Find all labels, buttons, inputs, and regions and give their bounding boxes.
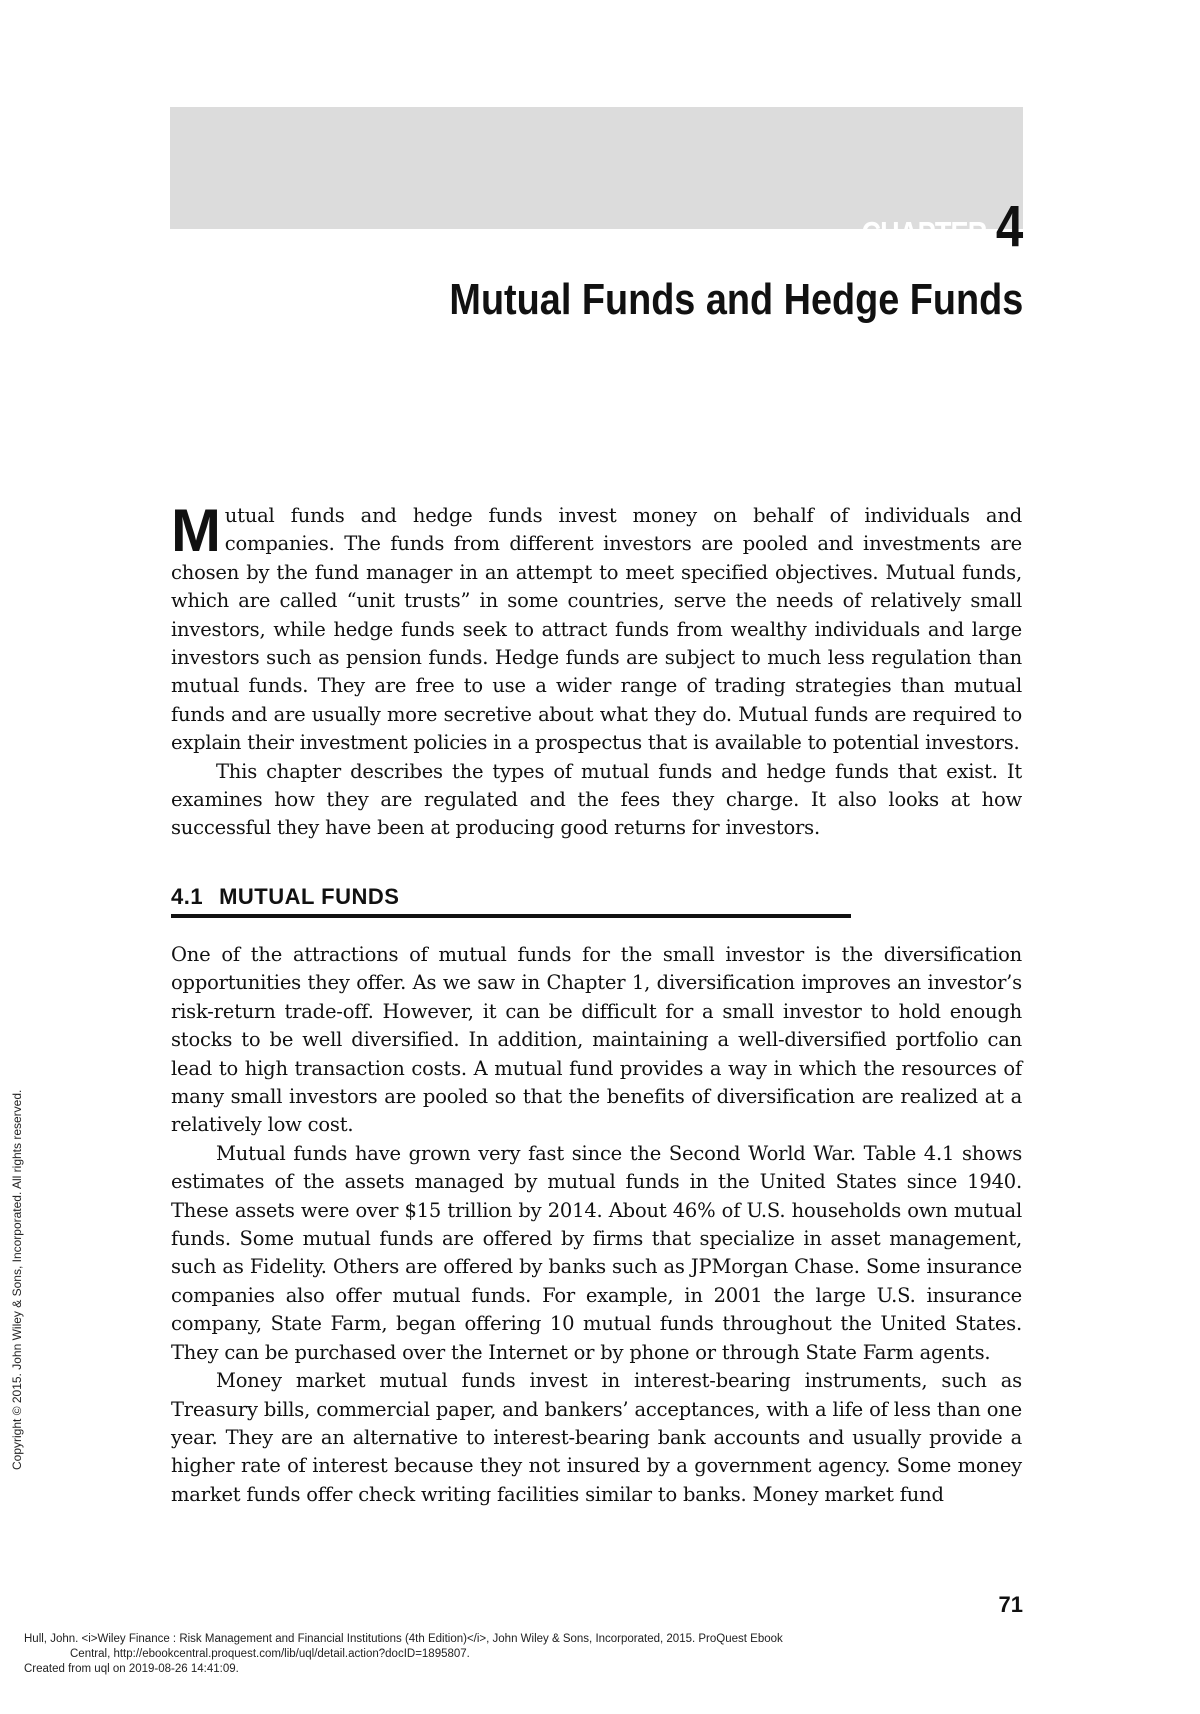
section-title: MUTUAL FUNDS	[219, 884, 400, 909]
section-paragraph-3: Money market mutual funds invest in interest-bearing instruments, such as Treasury bills, commercial paper, and bankers’ acceptances, with a life of less than one year. They are an alternative to interest-bearing bank accounts and usually provide a higher rate of interest because they not insured by a government agency. Some money market funds offer check writing facilities similar to banks. Money market fund	[171, 1369, 1022, 1506]
footer-line-2: Central, http://ebookcentral.proquest.com/lib/uql/detail.action?docID=1895807.	[70, 1648, 470, 1660]
section-number: 4.1	[171, 884, 204, 909]
intro-paragraph-2: This chapter describes the types of mutual funds and hedge funds that exist. It examines how they are regulated and the fees they charge. It also looks at how successful they have been at producing good returns for investors.	[171, 759, 1022, 840]
drop-cap: M	[171, 497, 221, 564]
side-copyright-notice: Copyright © 2015. John Wiley & Sons, Incorporated. All rights reserved.	[10, 1089, 24, 1470]
intro-paragraph-1	[171, 497, 1022, 758]
chapter-number: 4	[995, 194, 1023, 259]
footer-line-3: Created from uql on 2019-08-26 14:41:09.	[24, 1663, 239, 1675]
intro-paragraph-1-text: utual funds and hedge funds invest money on behalf of individuals and companies. The funds from different investors are pooled and investments are chosen by the fund manager in an attempt to meet specified objectives. Mutual funds, which are called “unit trusts” in some countries, serve the needs of relatively small investors, while hedge funds seek to attract funds from wealthy individuals and large investors such as pension funds. Hedge funds are subject to much less regulation than mutual funds. They are free to use a wider range of trading strategies than mutual funds and are usually more secretive about what they do. Mutual funds are required to explain their investment policies in a prospectus that is available to potential investors.	[171, 504, 1022, 755]
chapter-title: Mutual Funds and Hedge Funds	[449, 275, 1023, 324]
footer-line-1: Hull, John. <i>Wiley Finance : Risk Management and Financial Institutions (4th Edition)</i>, John Wiley & Sons, Incorporated, 2015. ProQuest Ebook	[24, 1633, 783, 1645]
section-heading	[171, 884, 851, 918]
citation-footer	[24, 1632, 1174, 1677]
page-number: 71	[998, 1592, 1023, 1617]
chapter-label	[834, 186, 1023, 259]
section-paragraph-1: One of the attractions of mutual funds for the small investor is the diversification opportunities they offer. As we saw in Chapter 1, diversification improves an investor’s risk-return trade-off. However, it can be difficult for a small investor to hold enough stocks to be well diversified. In addition, maintaining a well-diversified portfolio can lead to high transaction costs. A mutual fund provides a way in which the resources of many small investors are pooled so that the benefits of diversification are realized at a relatively low cost.	[171, 943, 1022, 1137]
section-paragraph-2: Mutual funds have grown very fast since the Second World War. Table 4.1 shows estimates of the assets managed by mutual funds in the United States since 1940. These assets were over $15 trillion by 2014. About 46% of U.S. households own mutual funds. Some mutual funds are offered by firms that specialize in asset management, such as Fidelity. Others are offered by banks such as JPMorgan Chase. Some insurance companies also offer mutual funds. For example, in 2001 the large U.S. insurance company, State Farm, began offering 10 mutual funds throughout the United States. They can be purchased over the Internet or by phone or through State Farm agents.	[171, 1141, 1022, 1364]
section-text	[171, 941, 1022, 1509]
intro-text	[171, 497, 1022, 843]
chapter-word: CHAPTER	[861, 215, 987, 252]
